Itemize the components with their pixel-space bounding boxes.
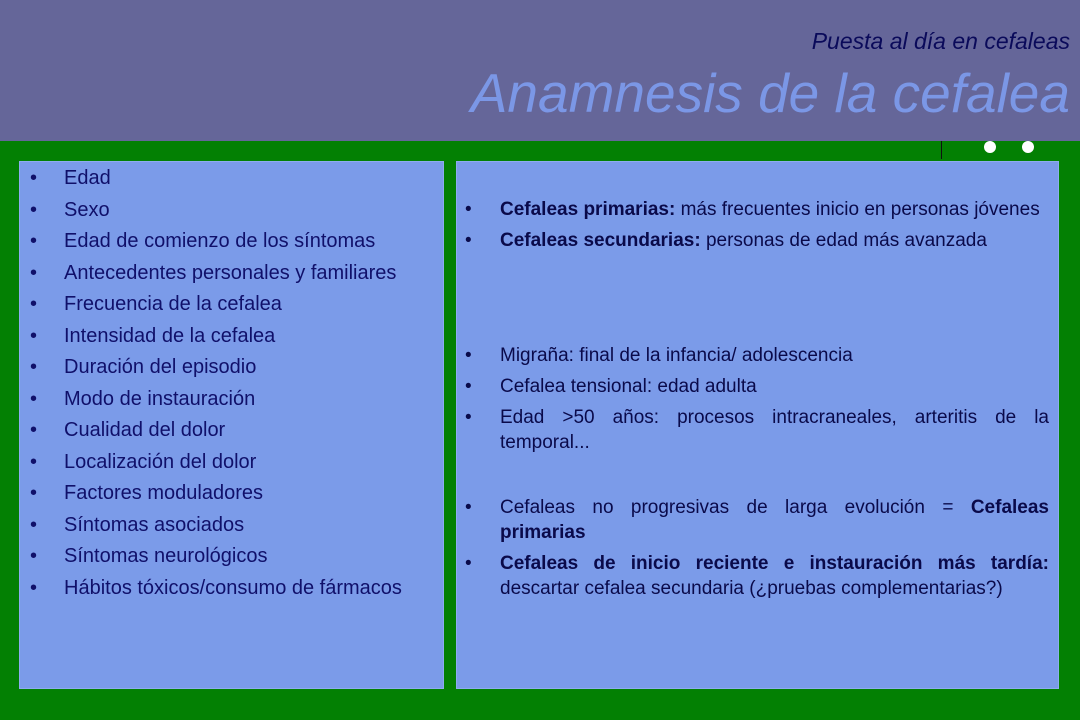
bullet-icon: • xyxy=(30,513,38,536)
bullet-icon: • xyxy=(465,376,472,397)
decorative-dot xyxy=(1022,141,1034,153)
list-item: • Sexo xyxy=(30,198,110,221)
slide-header xyxy=(0,0,1080,141)
bullet-icon: • xyxy=(30,261,38,284)
bullet-icon: • xyxy=(30,545,38,567)
bullet-icon: • xyxy=(30,419,38,441)
bullet-icon: • xyxy=(465,230,472,251)
list-item: • Síntomas asociados xyxy=(30,513,245,536)
evolution-list xyxy=(465,495,1049,607)
decorative-dot xyxy=(984,141,996,153)
bullet-icon: • xyxy=(30,356,38,378)
left-panel xyxy=(19,161,444,689)
list-item: • Hábitos tóxicos/consumo de fármacos xyxy=(30,576,402,599)
slide-subtitle: Puesta al día en cefaleas xyxy=(811,28,1070,54)
list-item: • Edad de comienzo de los síntomas xyxy=(30,230,376,252)
list-item: • Cualidad del dolor xyxy=(30,419,226,441)
right-panel xyxy=(456,161,1059,689)
slide-title: Anamnesis de la cefalea xyxy=(470,62,1070,124)
list-item: • Cefalea tensional: edad adulta xyxy=(465,376,757,397)
bullet-icon: • xyxy=(30,198,38,221)
bullet-icon: • xyxy=(30,230,38,252)
bullet-icon: • xyxy=(30,576,38,599)
bullet-icon: • xyxy=(465,553,472,574)
bullet-icon: • xyxy=(30,324,38,347)
bullet-icon: • xyxy=(30,293,38,315)
list-item: • Frecuencia de la cefalea xyxy=(30,293,282,315)
bullet-icon: • xyxy=(465,497,472,518)
bullet-icon: • xyxy=(30,450,38,473)
age-onset-list xyxy=(465,343,1049,461)
list-item: • Síntomas neurológicos xyxy=(30,545,268,567)
list-item: • Antecedentes personales y familiares xyxy=(30,261,397,284)
list-item: • Edad >50 años: procesos intracraneales, arteritis de la temporal... xyxy=(465,407,1049,453)
headache-type-list xyxy=(465,197,1049,259)
list-item: • Edad xyxy=(30,167,111,189)
bullet-icon: • xyxy=(465,199,472,220)
list-item: • Cefaleas no progresivas de larga evolución = Cefaleas primarias xyxy=(465,497,1049,543)
bullet-icon: • xyxy=(465,407,472,428)
bullet-icon: • xyxy=(465,345,472,366)
bullet-icon: • xyxy=(30,167,38,189)
decorative-line xyxy=(941,141,942,159)
list-item: • Localización del dolor xyxy=(30,450,257,473)
list-item: • Factores moduladores xyxy=(30,482,263,504)
list-item: • Intensidad de la cefalea xyxy=(30,324,276,347)
list-item: • Migraña: final de la infancia/ adolescencia xyxy=(465,345,853,366)
bullet-icon: • xyxy=(30,387,38,410)
list-item: • Duración del episodio xyxy=(30,356,257,378)
list-item: • Cefaleas de inicio reciente e instauración más tardía: descartar cefalea secundaria (¿pruebas complementarias?) xyxy=(465,553,1049,599)
list-item: • Modo de instauración xyxy=(30,387,256,410)
list-item: • Cefaleas primarias: más frecuentes inicio en personas jóvenes xyxy=(465,199,1040,220)
history-checklist xyxy=(30,166,420,607)
list-item: • Cefaleas secundarias: personas de edad más avanzada xyxy=(465,230,987,251)
bullet-icon: • xyxy=(30,482,38,504)
